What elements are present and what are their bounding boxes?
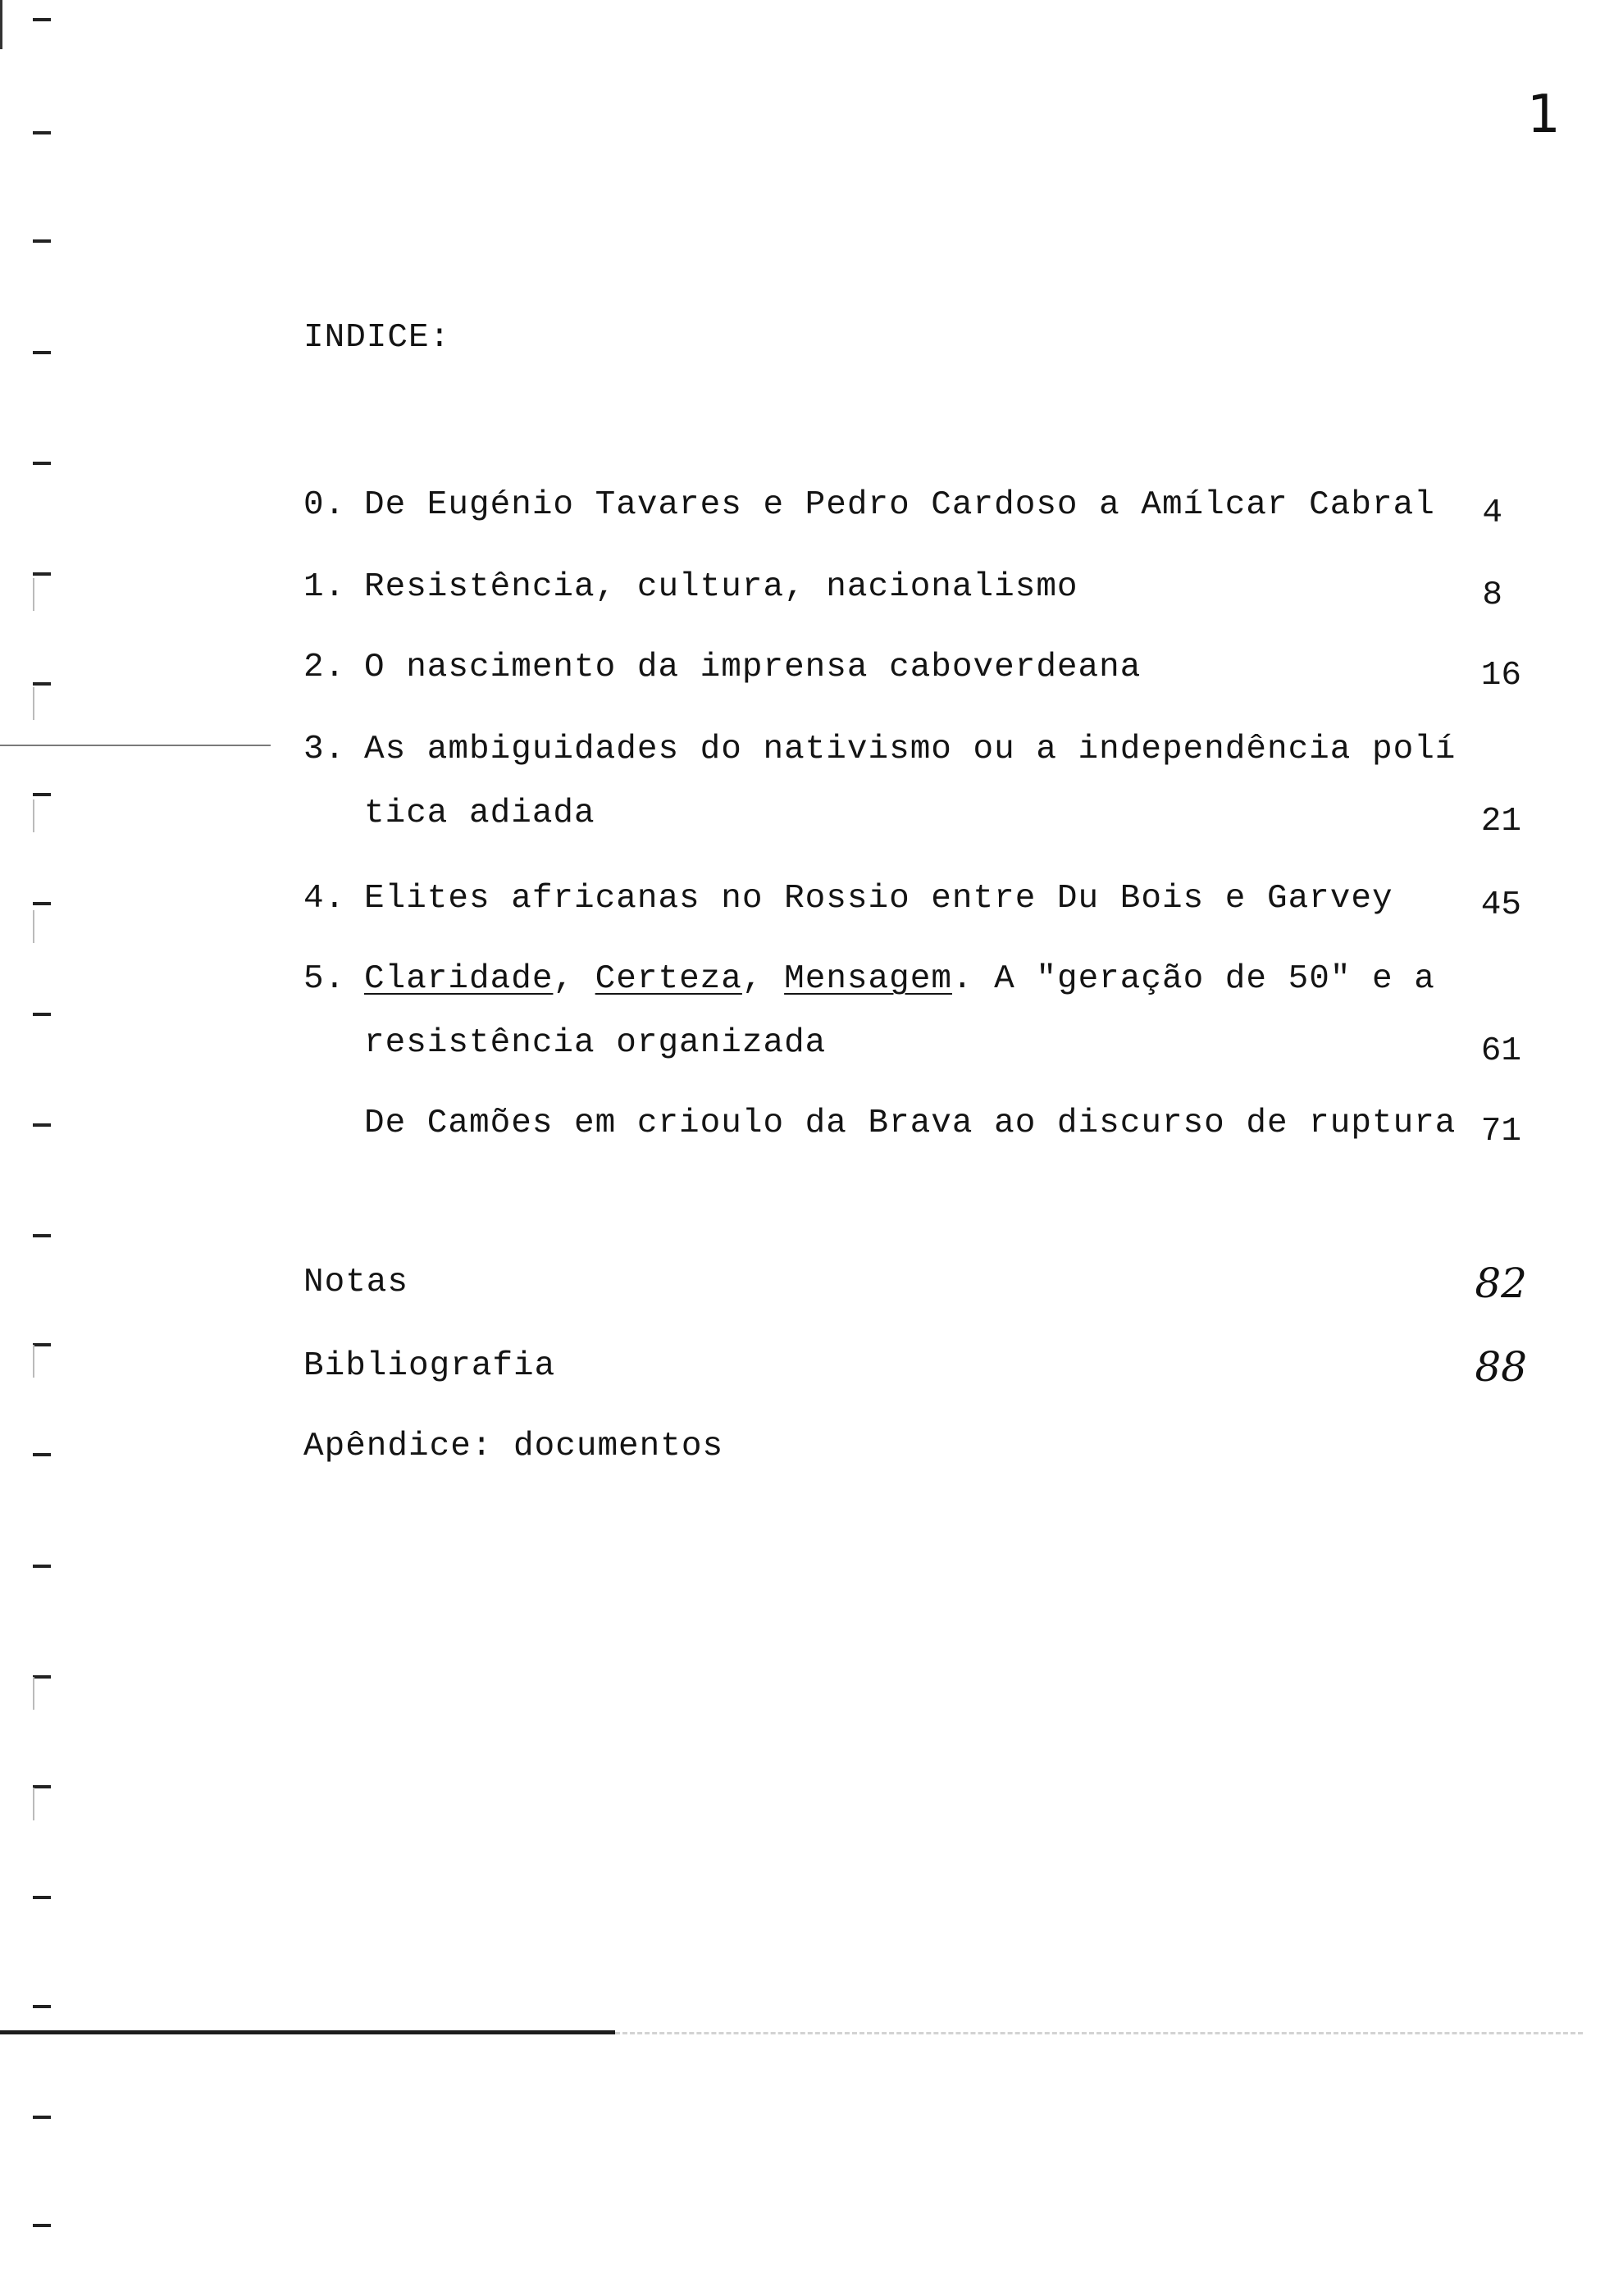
toc-entry-page: 21 [1480,803,1521,840]
toc-entry-number: 4. [303,880,346,918]
toc-entry-title: De Eugénio Tavares e Pedro Cardoso a Amílcar Cabral [364,486,1435,524]
binder-tick [33,572,51,576]
binder-tick [33,1785,51,1788]
back-matter-page: 88 [1475,1343,1527,1391]
binder-tick [33,902,51,905]
binder-tick [33,1123,51,1127]
binder-mark [33,578,34,611]
toc-entry-number: 2. [303,649,346,686]
toc-entry-page: 16 [1480,657,1521,695]
toc-entry-number: 5. [303,960,346,998]
binder-mark [33,1677,34,1710]
binder-mark [33,1788,34,1820]
toc-entry-page: 8 [1482,576,1502,614]
toc-entry-title: O nascimento da imprensa caboverdeana [364,649,1142,686]
binder-mark [33,910,34,943]
binder-tick [33,2116,51,2119]
toc-entry-page: 61 [1480,1032,1521,1070]
back-matter-notas: Notas [303,1264,409,1301]
binder-tick [33,793,51,796]
binder-mark [33,800,34,832]
journal-title-certeza: Certeza [595,960,742,998]
title-separator: , [553,960,595,998]
toc-entry-title [364,960,1435,998]
binder-tick [33,18,51,21]
toc-entry-number: 0. [303,486,346,524]
scan-line-faint [615,2032,1583,2034]
toc-entry-title-continued: resistência organizada [364,1024,827,1062]
binder-tick [33,2005,51,2008]
binder-tick [33,1234,51,1237]
toc-entry-page: 71 [1480,1113,1521,1150]
binder-tick [33,1675,51,1679]
toc-entry-page: 45 [1480,886,1521,924]
back-matter-page: 82 [1475,1260,1527,1307]
fold-line [0,745,271,746]
binder-tick [33,1343,51,1346]
page-edge-mark [0,0,2,49]
binder-tick [33,1896,51,1899]
back-matter-apendice: Apêndice: documentos [303,1428,724,1465]
index-heading: INDICE: [303,319,451,357]
title-separator: , [741,960,785,998]
binder-mark [33,687,34,720]
binder-tick [33,1565,51,1568]
scan-line [0,2030,615,2034]
toc-entry-title: Elites africanas no Rossio entre Du Bois e Garvey [364,880,1393,918]
binder-tick [33,1013,51,1016]
toc-entry-title: As ambiguidades do nativismo ou a independência polí [364,731,1457,768]
binder-tick [33,239,51,243]
journal-title-mensagem: Mensagem [784,960,952,998]
binder-tick [33,131,51,134]
toc-entry-title: Resistência, cultura, nacionalismo [364,568,1078,606]
binder-tick [33,462,51,465]
toc-entry-number: 3. [303,731,346,768]
journal-title-claridade: Claridade [364,960,554,998]
title-remainder: . A "geração de 50" e a [951,960,1435,998]
binder-tick [33,2224,51,2227]
binder-tick [33,1453,51,1456]
back-matter-bibliografia: Bibliografia [303,1347,556,1385]
binder-tick [33,351,51,354]
page-number: 1 [1527,84,1561,145]
toc-entry-page: 4 [1482,494,1502,532]
binder-tick [33,682,51,686]
toc-entry-number: 1. [303,568,346,606]
binder-mark [33,1345,34,1378]
toc-entry-title-continued: tica adiada [364,795,595,832]
toc-subentry-title: De Camões em crioulo da Brava ao discurso de ruptura [364,1105,1457,1142]
